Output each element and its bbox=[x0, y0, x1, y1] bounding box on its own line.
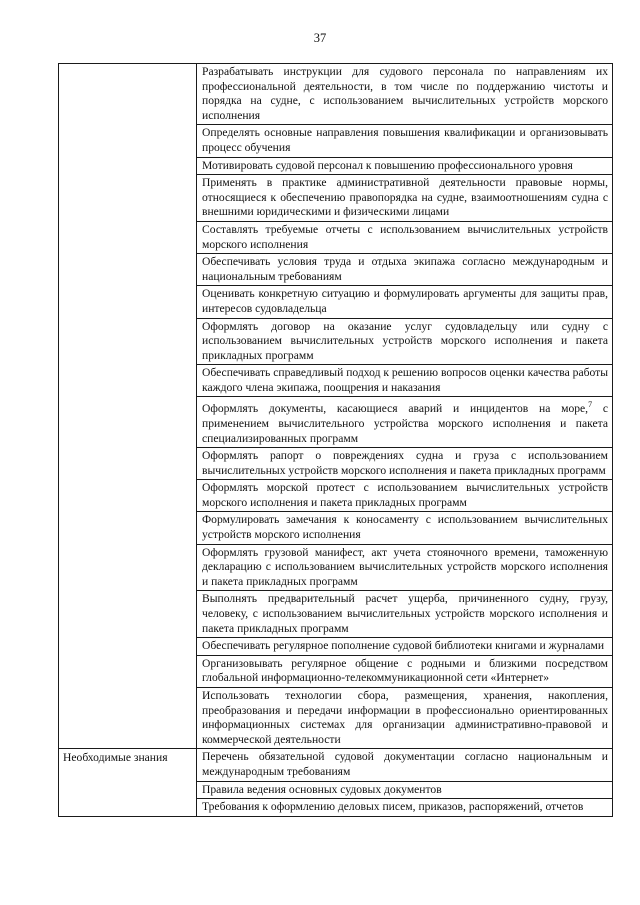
skill-item: Обеспечивать регулярное пополнение судовой библиотеки книгами и журналами bbox=[197, 638, 613, 656]
skill-item: Оформлять грузовой манифест, акт учета стояночного времени, таможенную декларацию с использованием вычислительных устройств морского исполнения и пакета прикладных программ bbox=[197, 544, 613, 591]
skill-item bbox=[197, 397, 613, 448]
skill-item: Оформлять договор на оказание услуг судовладельцу или судну с использованием вычислительных устройств морского исполнения и пакета прикладных программ bbox=[197, 318, 613, 365]
competency-table bbox=[58, 63, 613, 817]
skill-item: Организовывать регулярное общение с родными и близкими посредством глобальной информационно-телекоммуникационной сети «Интернет» bbox=[197, 655, 613, 687]
skills-label-cell bbox=[59, 64, 197, 749]
skill-item: Формулировать замечания к коносаменту с использованием вычислительных устройств морского исполнения bbox=[197, 512, 613, 544]
skill-item: Оформлять рапорт о повреждениях судна и груза с использованием вычислительных устройств морского исполнения и пакета прикладных программ bbox=[197, 448, 613, 480]
knowledge-item: Требования к оформлению деловых писем, приказов, распоряжений, отчетов bbox=[197, 799, 613, 817]
skill-item: Обеспечивать условия труда и отдыха экипажа согласно международным и национальным требованиям bbox=[197, 254, 613, 286]
skill-text: Оформлять документы, касающиеся аварий и инцидентов на море, bbox=[202, 402, 589, 416]
knowledge-label: Необходимые знания bbox=[59, 749, 197, 816]
skill-text: с применением вычислительного устройства морского исполнения и пакета специализированных программ bbox=[202, 402, 608, 445]
skill-item: Использовать технологии сбора, размещения, хранения, накопления, преобразования и передачи информации в профессионально ориентированных информационных системах для организации административно-правовой и коммерческой деятельности bbox=[197, 688, 613, 749]
table-row bbox=[59, 749, 613, 781]
skill-item: Применять в практике административной деятельности правовые нормы, относящиеся к обеспечению правопорядка на судне, взаимоотношениям судна с внешними юридическими и физическими лицами bbox=[197, 175, 613, 222]
page-number: 37 bbox=[313, 31, 327, 45]
knowledge-item: Правила ведения основных судовых документов bbox=[197, 781, 613, 799]
footnote-mark: 7 bbox=[588, 400, 593, 410]
skill-item: Обеспечивать справедливый подход к решению вопросов оценки качества работы каждого члена экипажа, поощрения и наказания bbox=[197, 365, 613, 397]
skill-item: Составлять требуемые отчеты с использованием вычислительных устройств морского исполнения bbox=[197, 221, 613, 253]
skill-item: Разрабатывать инструкции для судового персонала по направлениям их профессиональной деятельности, в том числе по поддержанию чистоты и порядка на судне, с использованием вычислительных устройств морского исполнения bbox=[197, 64, 613, 125]
skill-item: Определять основные направления повышения квалификации и организовывать процесс обучения bbox=[197, 125, 613, 157]
skill-item: Выполнять предварительный расчет ущерба, причиненного судну, грузу, человеку, с использованием вычислительных устройств морского исполнения и пакета прикладных программ bbox=[197, 591, 613, 638]
knowledge-item: Перечень обязательной судовой документации согласно национальным и международным требованиям bbox=[197, 749, 613, 781]
skill-item: Оформлять морской протест с использованием вычислительных устройств морского исполнения и пакета прикладных программ bbox=[197, 480, 613, 512]
table-row bbox=[59, 64, 613, 125]
skill-item: Мотивировать судовой персонал к повышению профессионального уровня bbox=[197, 157, 613, 175]
skill-item: Оценивать конкретную ситуацию и формулировать аргументы для защиты прав, интересов судовладельца bbox=[197, 286, 613, 318]
